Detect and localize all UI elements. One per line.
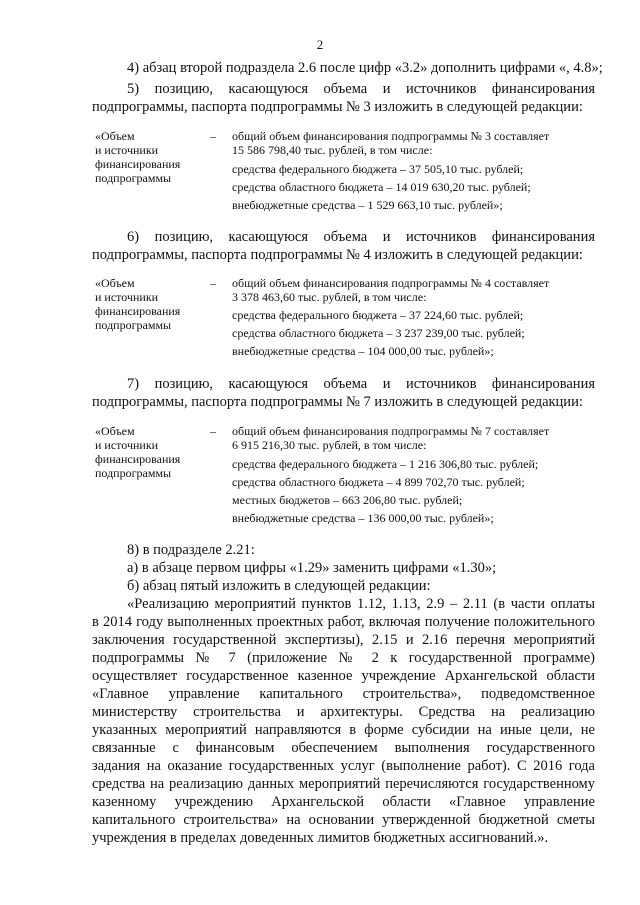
item-4: 4) абзац второй подраздела 2.6 после цифр «3.2» дополнить цифрами «, 4.8»;: [127, 60, 603, 76]
block-7-value-2: 6 915 216,30 тыс. рублей, в том числе:: [232, 438, 427, 452]
quote-line-3: заключения государственной экспертизы), 2.15 и 2.16 перечня мероприятий: [92, 632, 595, 648]
quote-line-7: министерству строительства и архитектуры. Средства на реализацию: [92, 704, 595, 720]
block-3-value-2: 15 586 798,40 тыс. рублей, в том числе:: [232, 143, 433, 157]
block-4-label-2: и источники: [95, 290, 159, 304]
quote-line-11: средства на реализацию данных мероприятий перечисляются государственному: [92, 776, 595, 792]
item-8a: а) в абзаце первом цифры «1.29» заменить цифрами «1.30»;: [127, 560, 497, 576]
quote-line-9: связанные с финансовым обеспечением выполнения государственного: [92, 740, 595, 756]
block-4-value-1: общий объем финансирования подпрограммы № 4 составляет: [232, 276, 550, 290]
block-3-value-5: внебюджетные средства – 1 529 663,10 тыс. рублей»;: [232, 198, 503, 212]
block-3-value-3: средства федерального бюджета – 37 505,10 тыс. рублей;: [232, 162, 524, 176]
item-6-line-1: 6) позицию, касающуюся объема и источников финансирования: [127, 229, 595, 245]
block-7-label-3: финансирования: [95, 452, 181, 466]
quote-line-13: капитального строительства» на основании утвержденной бюджетной сметы: [92, 812, 595, 828]
item-6-line-2: подпрограммы, паспорта подпрограммы № 4 изложить в следующей редакции:: [92, 247, 583, 263]
block-4-value-2: 3 378 463,60 тыс. рублей, в том числе:: [232, 290, 427, 304]
block-4-value-5: внебюджетные средства – 104 000,00 тыс. рублей»;: [232, 344, 494, 358]
block-3-value-1: общий объем финансирования подпрограммы № 3 составляет: [232, 129, 550, 143]
quote-line-14: учреждения в пределах доведенных лимитов бюджетных ассигнований.».: [92, 830, 549, 846]
item-7-line-2: подпрограммы, паспорта подпрограммы № 7 изложить в следующей редакции:: [92, 394, 583, 410]
block-4-label-4: подпрограммы: [95, 318, 172, 332]
quote-line-5: осуществляет государственное казенное учреждение Архангельской области: [92, 668, 595, 684]
block-3-label-4: подпрограммы: [95, 171, 172, 185]
quote-line-10: задания на оказание государственных услуг (выполнение работ). С 2016 года: [92, 758, 595, 774]
block-7-label-4: подпрограммы: [95, 466, 172, 480]
item-5-line-1: 5) позицию, касающуюся объема и источников финансирования: [127, 81, 595, 97]
quote-line-6: «Главное управление капитального строительства», подведомственное: [92, 686, 595, 702]
block-7-dash: –: [210, 424, 216, 438]
quote-line-4: подпрограммы № 7 (приложение № 2 к государственной программе): [92, 650, 595, 666]
block-7-value-5: местных бюджетов – 663 206,80 тыс. рублей;: [232, 493, 463, 507]
page-number: 2: [316, 37, 324, 52]
block-4-value-4: средства областного бюджета – 3 237 239,00 тыс. рублей;: [232, 326, 525, 340]
block-7-value-6: внебюджетные средства – 136 000,00 тыс. рублей»;: [232, 511, 494, 525]
item-8b: б) абзац пятый изложить в следующей редакции:: [127, 578, 431, 594]
block-7-value-3: средства федерального бюджета – 1 216 306,80 тыс. рублей;: [232, 457, 539, 471]
block-3-label-2: и источники: [95, 143, 159, 157]
block-7-label-1: «Объем: [95, 424, 135, 438]
quote-line-12: казенному учреждению Архангельской области «Главное управление: [92, 794, 595, 810]
block-7-value-4: средства областного бюджета – 4 899 702,70 тыс. рублей;: [232, 475, 525, 489]
block-4-label-1: «Объем: [95, 276, 135, 290]
block-3-value-4: средства областного бюджета – 14 019 630,20 тыс. рублей;: [232, 180, 531, 194]
block-7-label-2: и источники: [95, 438, 159, 452]
quote-line-1: «Реализацию мероприятий пунктов 1.12, 1.13, 2.9 – 2.11 (в части оплаты: [127, 596, 595, 612]
item-7-line-1: 7) позицию, касающуюся объема и источников финансирования: [127, 376, 595, 392]
block-7-value-1: общий объем финансирования подпрограммы № 7 составляет: [232, 424, 550, 438]
quote-line-8: указанных мероприятий направляются в форме субсидии на иные цели, не: [92, 722, 595, 738]
quote-line-2: в 2014 году выполненных проектных работ, включая получение положительного: [92, 614, 595, 630]
block-3-label-3: финансирования: [95, 157, 181, 171]
item-8: 8) в подразделе 2.21:: [127, 542, 255, 558]
block-4-label-3: финансирования: [95, 304, 181, 318]
block-4-dash: –: [210, 276, 216, 290]
block-3-label-1: «Объем: [95, 129, 135, 143]
block-4-value-3: средства федерального бюджета – 37 224,60 тыс. рублей;: [232, 308, 524, 322]
block-3-dash: –: [210, 129, 216, 143]
item-5-line-2: подпрограммы, паспорта подпрограммы № 3 изложить в следующей редакции:: [92, 99, 583, 115]
